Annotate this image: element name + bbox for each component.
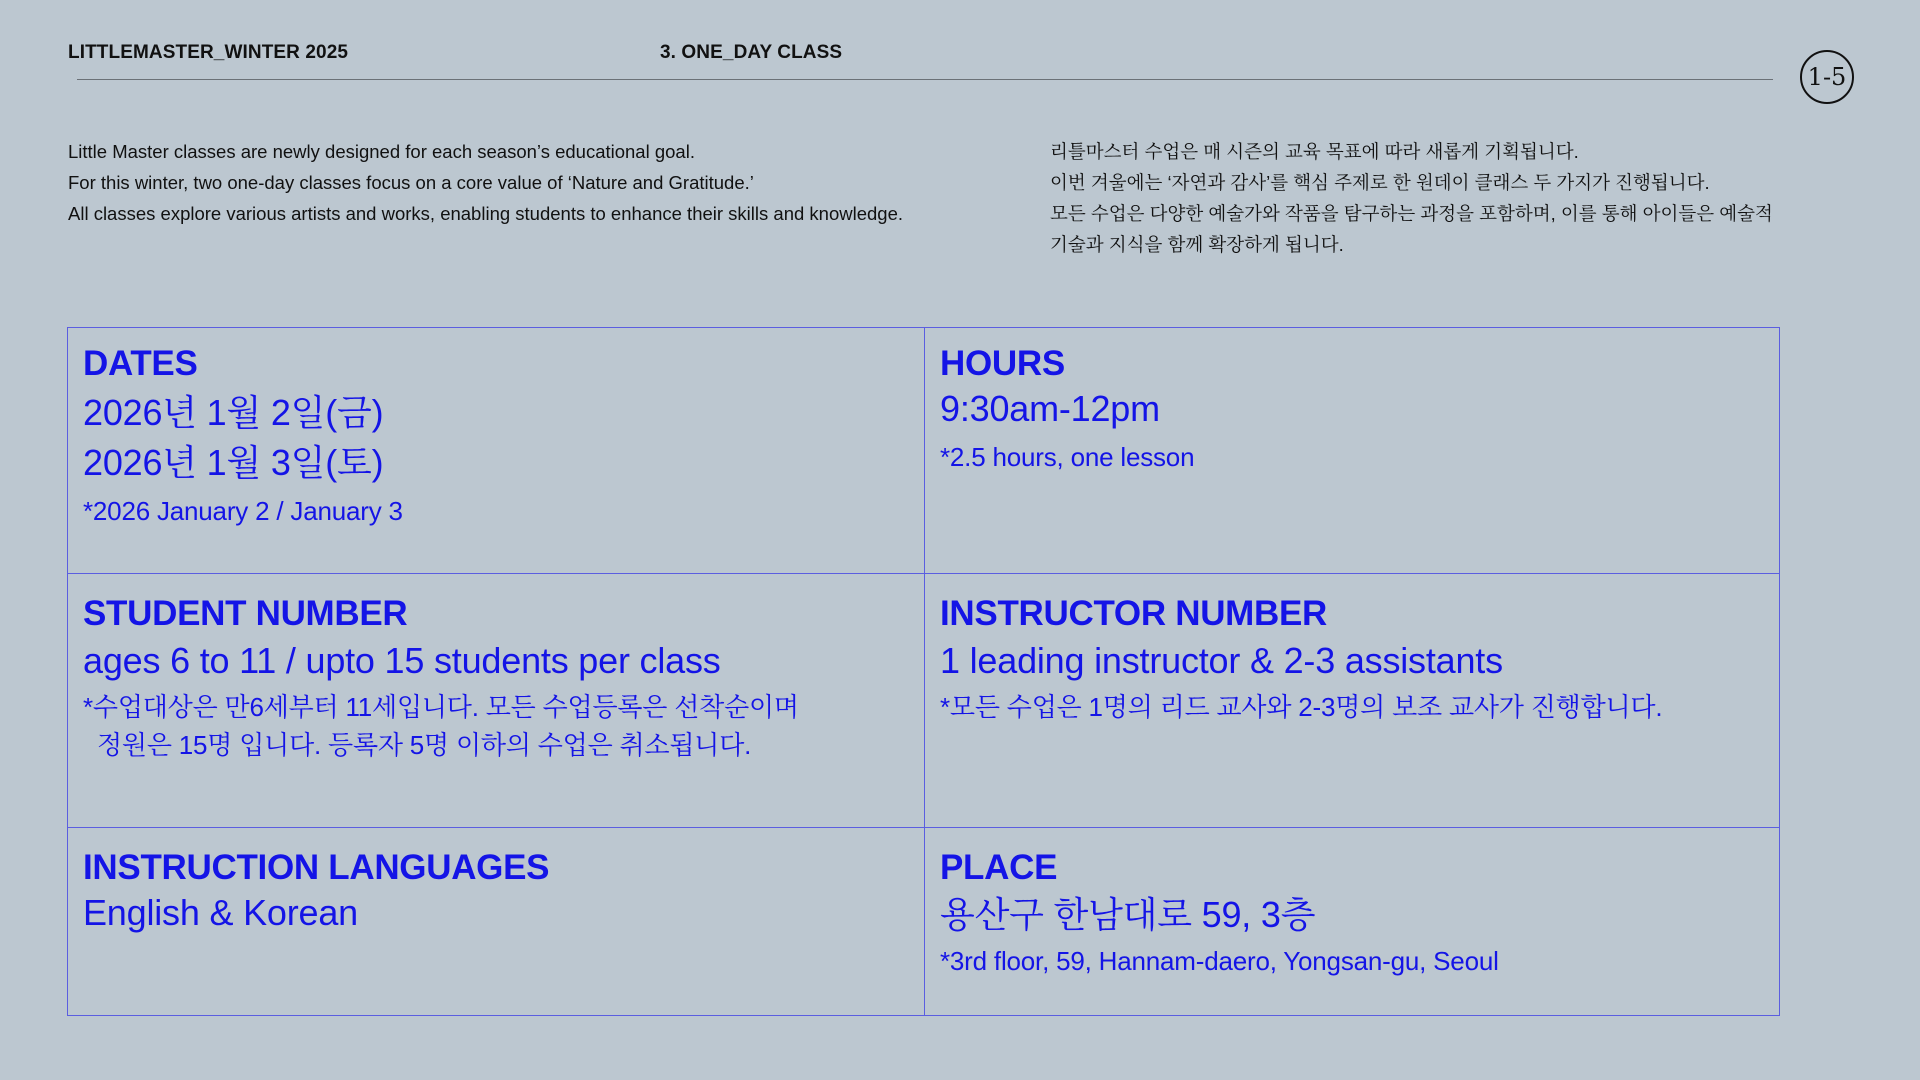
hours-cell bbox=[925, 328, 1781, 573]
intro-korean-line: 리틀마스터 수업은 매 시즌의 교육 목표에 따라 새롭게 기획됩니다. bbox=[1050, 141, 1579, 162]
hours-main: 9:30am-12pm bbox=[940, 388, 1160, 429]
instructor-number-title: INSTRUCTOR NUMBER bbox=[940, 594, 1328, 633]
student-number-note: *수업대상은 만6세부터 11세입니다. 모든 수업등록은 선착순이며 bbox=[83, 692, 799, 722]
place-title: PLACE bbox=[940, 848, 1058, 887]
header-left-title: LITTLEMASTER_WINTER 2025 bbox=[68, 42, 349, 63]
header-divider bbox=[77, 79, 1773, 80]
dates-cell bbox=[68, 328, 924, 573]
place-main: 용산구 한남대로 59, 3층 bbox=[940, 894, 1316, 935]
intro-korean-line: 기술과 지식을 함께 확장하게 됩니다. bbox=[1050, 234, 1344, 255]
dates-line: 2026년 1월 2일(금) bbox=[83, 392, 384, 433]
intro-korean-line: 모든 수업은 다양한 예술가와 작품을 탐구하는 과정을 포함하며, 이를 통해 아이들은 예술적 bbox=[1050, 203, 1773, 224]
dates-note: *2026 January 2 / January 3 bbox=[83, 496, 403, 526]
student-number-note: 정원은 15명 입니다. 등록자 5명 이하의 수업은 취소됩니다. bbox=[97, 730, 752, 760]
place-note: *3rd floor, 59, Hannam-daero, Yongsan-gu, Seoul bbox=[940, 946, 1499, 976]
page-number-badge: 1-5 bbox=[1800, 50, 1854, 104]
languages-title: INSTRUCTION LANGUAGES bbox=[83, 848, 550, 887]
instructor-number-note: *모든 수업은 1명의 리드 교사와 2-3명의 보조 교사가 진행합니다. bbox=[940, 692, 1663, 722]
intro-english-line: For this winter, two one-day classes focus on a core value of ‘Nature and Gratitude.’ bbox=[68, 172, 754, 193]
hours-title: HOURS bbox=[940, 344, 1065, 383]
intro-english-line: All classes explore various artists and works, enabling students to enhance their skills and knowledge. bbox=[68, 203, 904, 224]
student-number-main: ages 6 to 11 / upto 15 students per class bbox=[83, 640, 721, 681]
class-info-grid bbox=[67, 327, 1780, 1016]
intro-korean-line: 이번 겨울에는 ‘자연과 감사’를 핵심 주제로 한 원데이 클래스 두 가지가 진행됩니다. bbox=[1050, 172, 1710, 193]
intro-english-line: Little Master classes are newly designed for each season’s educational goal. bbox=[68, 141, 695, 162]
hours-note: *2.5 hours, one lesson bbox=[940, 442, 1195, 472]
languages-cell bbox=[68, 828, 924, 1016]
intro-english bbox=[68, 136, 1028, 229]
student-number-cell bbox=[68, 574, 924, 827]
instructor-number-cell bbox=[925, 574, 1781, 827]
student-number-title: STUDENT NUMBER bbox=[83, 594, 408, 633]
instructor-number-main: 1 leading instructor & 2-3 assistants bbox=[940, 640, 1503, 681]
dates-line: 2026년 1월 3일(토) bbox=[83, 442, 384, 483]
dates-title: DATES bbox=[83, 344, 198, 383]
place-cell bbox=[925, 828, 1781, 1016]
intro-korean bbox=[1050, 136, 1810, 260]
languages-main: English & Korean bbox=[83, 892, 358, 933]
header-section-title: 3. ONE_DAY CLASS bbox=[660, 42, 843, 63]
